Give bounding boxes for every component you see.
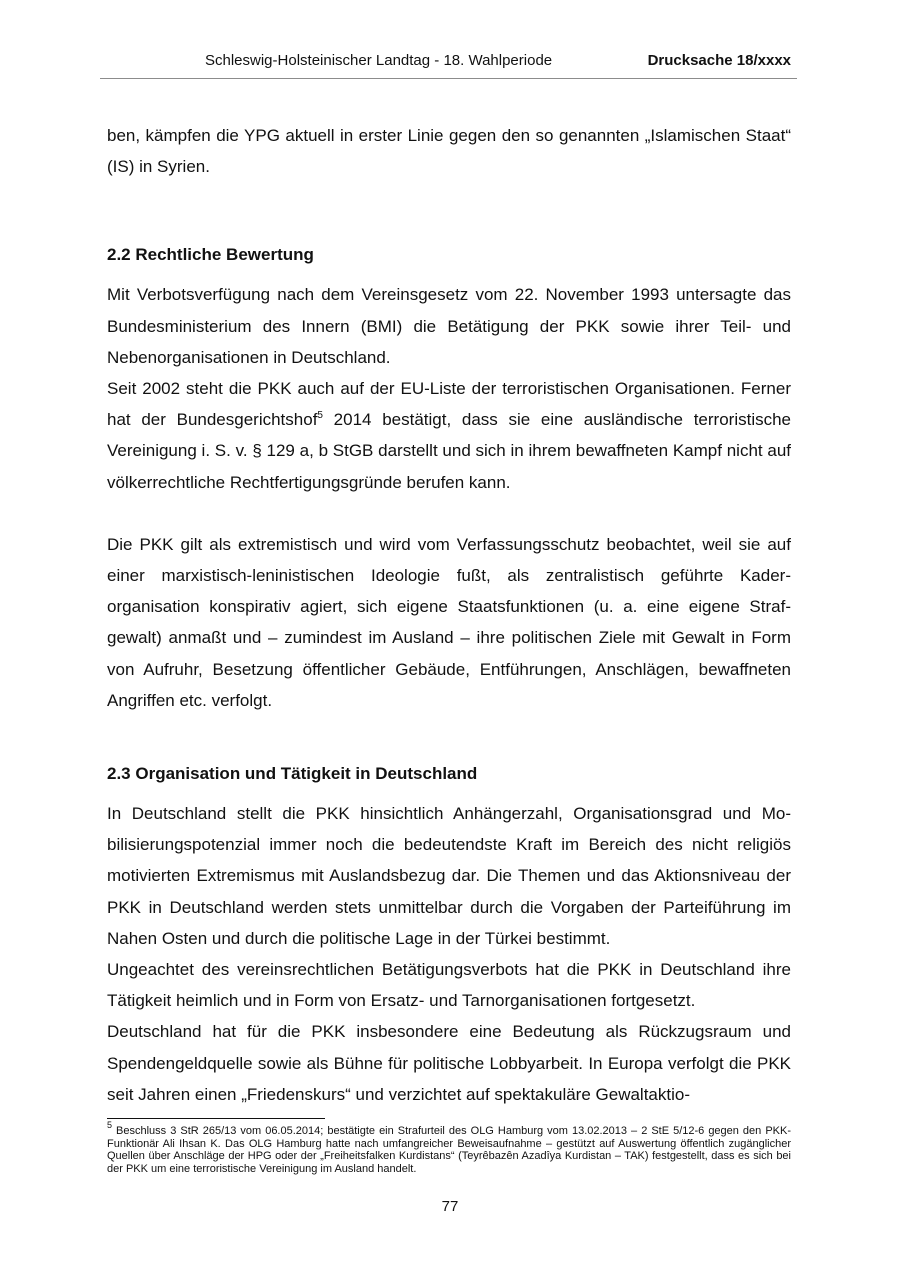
- footnote: [107, 1120, 791, 1175]
- paragraph-anhaengerzahl: In Deutschland stellt die PKK hinsichtlich Anhängerzahl, Organisationsgrad und Mobilisierungspotenzial immer noch die bedeutendste Kraft im Bereich des nicht religiös motivierten Extremismus mit Auslandsbezug dar. Die Themen und das Aktionsniveau der PKK in Deutschland werden stets unmittelbar durch die Vorgaben der Parteiführung im Nahen Osten und durch die politische Lage in der Türkei bestimmt.: [107, 804, 791, 948]
- header-title: Schleswig-Holsteinischer Landtag - 18. Wahlperiode: [205, 52, 553, 69]
- paragraph-rueckzugsraum: Deutschland hat für die PKK insbesondere eine Bedeutung als Rückzugsraum und Spendengeldquelle sowie als Bühne für politische Lobbyarbeit. In Europa verfolgt die PKK seit Jahren einen „Friedenskurs“ und verzichtet auf spektakuläre Gewaltaktio-: [107, 1022, 791, 1104]
- footnote-number: 5: [107, 1120, 113, 1131]
- document-body: [107, 120, 791, 1110]
- paragraph-eu-liste-start: Seit 2002 steht die PKK auch auf der EU-Liste der terroristischen Organisationen. Ferner hat der Bundesgerichtshof: [107, 379, 791, 430]
- paragraph-eu-liste: [107, 373, 791, 498]
- paragraph-verbotsverfuegung: Mit Verbotsverfügung nach dem Vereinsgesetz vom 22. November 1993 untersagte das Bundesministerium des Innern (BMI) die Betätigung der PKK sowie ihrer Teil- und Nebenorganisationen in Deutschland.: [107, 285, 791, 367]
- intro-paragraph: ben, kämpfen die YPG aktuell in erster Linie gegen den so genannten „Islamischen Staat“ (IS) in Syrien.: [107, 126, 791, 177]
- footnote-separator: [107, 1118, 325, 1119]
- page-header: [100, 50, 797, 79]
- paragraph-betaetigungsverbot: Ungeachtet des vereinsrechtlichen Betätigungsverbots hat die PKK in Deutschland ihre Tätigkeit heimlich und in Form von Ersatz- und Tarnorganisationen fortgesetzt.: [107, 960, 791, 1011]
- section-heading-2-3: 2.3 Organisation und Tätigkeit in Deutschland: [107, 764, 478, 784]
- paragraph-eu-liste-end: 2014 bestätigt, dass sie eine ausländische terroristische Vereinigung i. S. v. § 129 a, b StGB darstellt und sich in ihrem bewaffneten Kampf nicht auf völkerrechtliche Rechtfertigungsgründe berufen kann.: [107, 410, 792, 492]
- section-heading-2-2: 2.2 Rechtliche Bewertung: [107, 245, 314, 265]
- footnote-reference: 5: [317, 409, 323, 421]
- paragraph-extremistisch: Die PKK gilt als extremistisch und wird vom Verfassungsschutz beobachtet, weil sie auf einer marxistisch-leninistischen Ideologie fußt, als zentralistisch geführte Kaderorganisation konspirativ agiert, sich eigene Staatsfunktionen (u. a. eine eigene Strafgewalt) anmaßt und – zumindest im Ausland – ihre politischen Ziele mit Gewalt in Form von Aufruhr, Besetzung öffentlicher Gebäude, Entführungen, Anschlägen, bewaffneten Angriffen etc. verfolgt.: [107, 534, 791, 710]
- page-number: 77: [441, 1198, 459, 1215]
- footnote-text: Beschluss 3 StR 265/13 vom 06.05.2014; bestätigte ein Strafurteil des OLG Hamburg vom 13.02.2013 – 2 StE 5/12-6 gegen den PKK-Funktionär Ali Ihsan K. Das OLG Hamburg hatte nach umfangreicher Beweisaufnahme – gestützt auf Auswertung öffentlich zugänglicher Quellen über Anschläge der HPG oder der „Freiheitsfalken Kurdistans“ (Teyrêbazên Azadîya Kurdistan – TAK) festgestellt, dass es sich bei der PKK um eine terroristische Vereinigung im Ausland handelt.: [107, 1125, 791, 1175]
- document-reference: Drucksache 18/xxxx: [647, 52, 791, 69]
